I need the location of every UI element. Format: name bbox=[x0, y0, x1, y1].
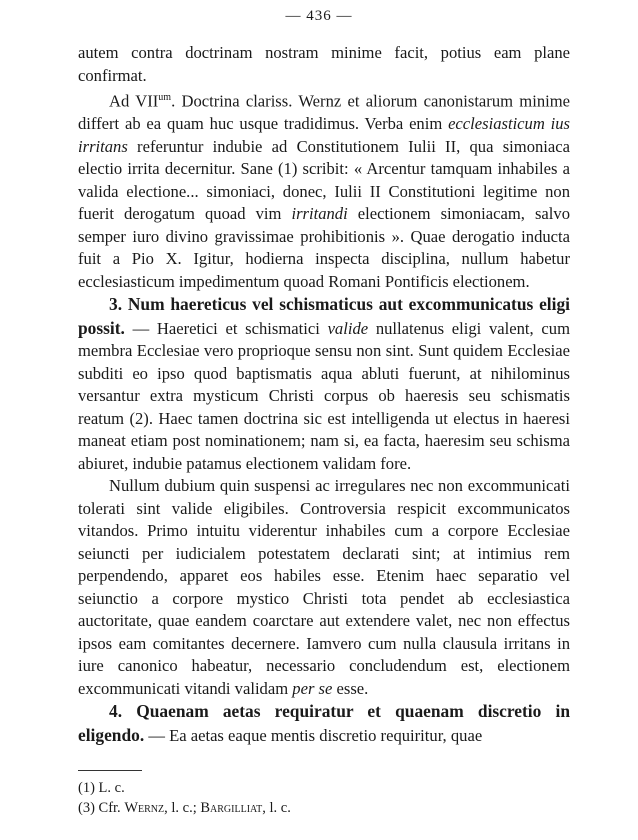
author-name: Wernz bbox=[124, 800, 165, 816]
page-number: — 436 — bbox=[285, 8, 353, 24]
section-3 bbox=[78, 293, 570, 475]
text-run: nullatenus eligi valent, cum membra Ecclesiae vero proprioque sensu non sint. Sunt quidem Ecclesiae subditi eo ipso quod baptismatis aqua abluti fuerunt, at nihilominus versantur extra mysticum Christi corpus ob haeresis seu schismatis reatum (2). Haec tamen doctrina sic est intelligenda ut electus in haeresi maneat etiam post nominationem; nam si, ea facta, haeresim seu schisma abiuret, indubie patamus electionem validam fore. bbox=[78, 318, 570, 473]
text-run: , l. c. bbox=[262, 800, 291, 816]
text-run: electionem simoniacam, salvo semper iuro divino gravissimae prohibitionis ». Quae derogatio inducta fuit a Pio X. Igitur, hodierna inspecta disciplina, nullum habetur ecclesiasticum impedimentum quoad Romani Pontificis electionem. bbox=[78, 204, 570, 291]
paragraph-ad-vii bbox=[78, 87, 570, 293]
footnote-rule bbox=[78, 770, 142, 771]
section-heading: 4. Quaenam aetas requiratur et quaenam discretio in eligendo. bbox=[78, 701, 570, 745]
paragraph-continuation: autem contra doctrinam nostram minime facit, potius eam plane confirmat. bbox=[78, 43, 570, 85]
italic-text: valide bbox=[327, 318, 369, 338]
italic-text: ecclesiasticum ius irritans bbox=[78, 114, 570, 156]
text-run: Nullum dubium quin suspensi ac irregulares nec non excommunicati tolerati sint valide eligibiles. Controversia respicit excommunicatos vitandos. Primo intuitu viderentur inhabiles cum a corpore Ecclesiae seiuncti per iudicialem potestatem declarati sint; at intimius rem perpendendo, apparet eos habiles esse. Etenim haec separatio vel seiunctio a corpore mystico Christi tota pendet ab ecclesiastica auctoritate, quae eandem coarctare aut extendere valet, nec non effectus ipsos eam comitantes decernere. Iamvero cum nulla clausula irritans in iure canonico habeatur, necessario concludendum est, electionem excommunicati vitandi validam bbox=[78, 476, 570, 698]
text-run: , l. c.; bbox=[164, 800, 201, 816]
section-heading: 3. Num haereticus vel schismaticus aut excommunicatus eligi possit. bbox=[78, 294, 570, 338]
italic-text: irritandi bbox=[291, 204, 348, 224]
author-name: Bargilliat bbox=[200, 800, 263, 816]
paragraph-nullum-dubium bbox=[78, 475, 570, 700]
text-run: Ad VII bbox=[109, 91, 159, 111]
text-run: referuntur indubie ad Constitutionem Iulii II, qua simoniaca electio irrita decernitur. Sane (1) scribit: « Arcentur tamquam inhabiles a valida electione... simoniaci, donec, Iulii II Constitutioni legitime non fuerit derogatum quoad vim bbox=[78, 136, 570, 224]
text-run: (3) Cfr. bbox=[78, 800, 125, 816]
main-text bbox=[78, 42, 570, 747]
superscript: um bbox=[158, 92, 172, 103]
footnote-1: (1) L. c. bbox=[78, 780, 125, 796]
footnotes bbox=[78, 778, 570, 818]
text-run: . Doctrina clariss. Wernz et aliorum canonistarum minime differt ab ea quam huc usque tradidimus. Verba enim bbox=[78, 91, 570, 134]
text-run: — Ea aetas eaque mentis discretio requiritur, quae bbox=[144, 725, 483, 745]
text-run: esse. bbox=[332, 678, 369, 698]
italic-text: per se bbox=[292, 678, 333, 698]
section-4 bbox=[78, 700, 570, 747]
text-run: — Haeretici et schismatici bbox=[124, 318, 328, 338]
footnote-2 bbox=[78, 798, 570, 818]
